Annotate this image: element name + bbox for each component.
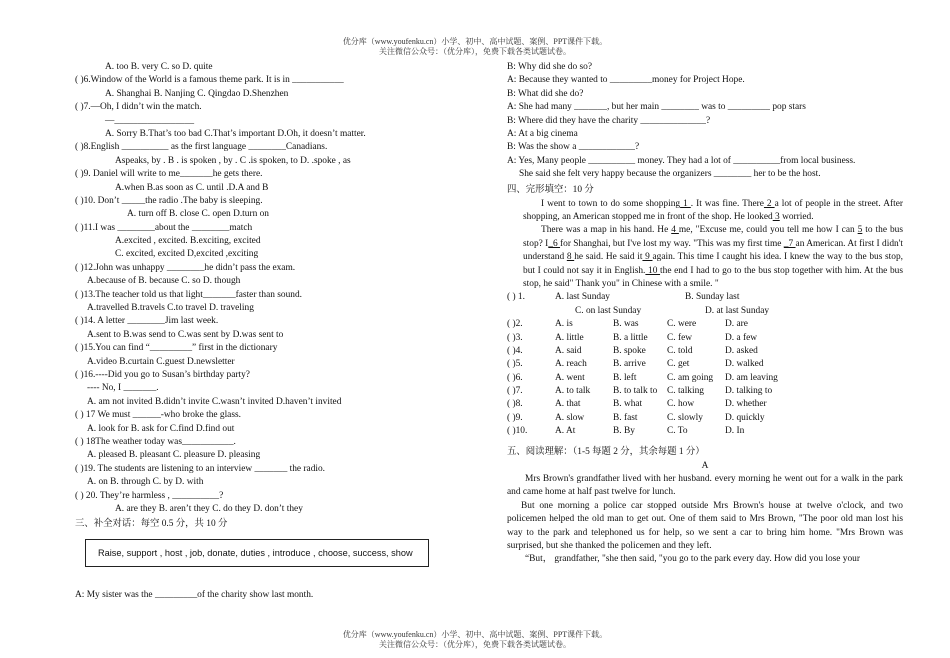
question-options: A.video B.curtain C.guest D.newsletter [87, 356, 235, 367]
page-footer [0, 630, 950, 650]
choice-option: A. reach [555, 359, 587, 370]
choice-option: D. talking to [725, 386, 773, 397]
question-options: A. are they B. aren’t they C. do they D. don’t they [115, 503, 303, 514]
question-stem: ( )19. The students are listening to an interview _______ the radio. [75, 463, 326, 474]
dialog-line: A: Because they wanted to _________money for Project Hope. [507, 75, 745, 86]
question-stem: ( )15.You can find “_________” first in the dictionary [75, 343, 278, 354]
choice-number: ( )4. [507, 345, 523, 356]
question-options: A.because of B. because C. so D. though [87, 276, 241, 287]
choice-number: ( )3. [507, 332, 523, 343]
blank-6: _6 [548, 238, 561, 249]
dialog-line-last: She said she felt very happy because the organizers ________ her to be the host. [519, 169, 821, 180]
blank-8: 8 [566, 252, 575, 263]
choice-option: A. is [555, 319, 573, 330]
choice-option: B. what [613, 399, 643, 410]
choice-row [507, 398, 903, 411]
question-stem: ( )9. Daniel will write to me_______he gets there. [75, 169, 263, 180]
question-options: A. too B. very C. so D. quite [105, 62, 213, 72]
dialog-line: B: What did she do? [507, 88, 584, 99]
choice-option: A. went [555, 372, 585, 383]
question-stem: ( )8.English __________ as the first language ________Canadians. [75, 142, 328, 153]
choice-row [507, 345, 903, 358]
section-4-title: 四、完形填空：10 分 [507, 184, 594, 195]
header-line-1: 优分库（www.youfenku.cn）小学、初中、高中试题、案例、PPT课件下载。 [342, 37, 608, 46]
choice-row [507, 425, 903, 438]
choice-option: C. on last Sunday [575, 305, 642, 316]
choice-option: B. to talk to [613, 386, 658, 397]
question-stem: ( )14. A letter ________Jim last week. [75, 316, 219, 327]
question-options: A. on B. through C. by D. with [87, 477, 204, 488]
choice-option: B. fast [613, 412, 638, 423]
question-options: A. turn off B. close C. open D.turn on [127, 209, 269, 220]
cloze-paragraph-2: There was a map in his hand. He 4 me, "Excuse me, could you tell me how I can 5 to the bus stop? I_6 for Shanghai, but I've lost my way. "This was my first time _7 an American. At first I didn't understand 8 he said. He said it 9 again. This time I caught his idea. I knew the way to the bus stop, but I could not say it in English. 10 the end I had to go to the bus stop together with him. At the bus stop, he said" Thank you" in Chinese with a smile. " [523, 225, 904, 289]
choice-option: B. left [613, 372, 637, 383]
question-options: A. look for B. ask for C.find D.find out [87, 423, 235, 434]
blank-7: _7 [783, 238, 796, 249]
dialog-line: A: She had many _______, but her main ________ was to _________ pop stars [507, 102, 806, 113]
question-stem: ( )11.I was ________about the ________match [75, 222, 253, 233]
question-options: C. excited, excited D,excited ,exciting [115, 249, 259, 260]
choice-option: A. slow [555, 412, 585, 423]
question-options: A.sent to B.was send to C.was sent by D.was sent to [87, 329, 284, 340]
multiple-choice-questions [75, 61, 435, 516]
choice-option: C. get [667, 359, 690, 370]
question-options: A.excited , excited. B.exciting, excited [115, 236, 261, 247]
choice-row [507, 291, 903, 304]
blank-1: 1 [680, 198, 691, 209]
reading-passage-label: A [701, 460, 709, 471]
choice-option: A. said [555, 345, 582, 356]
choice-number: ( )7. [507, 386, 523, 397]
question-options: Aspeaks, by . B . is spoken , by . C .is spoken, to D. .spoke , as [115, 155, 351, 166]
choice-option: D. whether [725, 399, 767, 410]
choice-option: B. By [613, 426, 635, 437]
question-stem: ( )7.—Oh, I didn’t win the match. [75, 102, 202, 113]
question-options: A.when B.as soon as C. until .D.A and B [115, 182, 269, 193]
blank-3: 3 [772, 211, 780, 222]
blank-2: 2 [763, 198, 775, 209]
header-line-2: 关注微信公众号：（优分库），免费下载各类试题试卷。 [379, 47, 571, 56]
question-stem: ( )6.Window of the World is a famous theme park. It is in ___________ [75, 75, 344, 86]
choice-row [507, 385, 903, 398]
choice-option: D. at last Sunday [705, 305, 770, 316]
choice-option: D. are [725, 319, 748, 330]
choice-row [507, 372, 903, 385]
choice-option: A. to talk [555, 386, 591, 397]
question-options: A. pleased B. pleasant C. pleasure D. pleasing [87, 450, 261, 461]
question-options: A. am not invited B.didn’t invite C.wasn’t invited D.haven’t invited [87, 396, 342, 407]
dialog-continued [507, 61, 903, 168]
dialog-line: A: My sister was the _________of the charity show last month. [75, 590, 314, 601]
question-stem: ( ) 18The weather today was___________. [75, 436, 236, 447]
question-options: A. Shanghai B. Nanjing C. Qingdao D.Shenzhen [105, 88, 289, 99]
page-header [0, 37, 950, 57]
choice-option: D. am leaving [725, 372, 778, 383]
choice-option: C. told [667, 345, 693, 356]
cloze-paragraph-1: I went to town to do some shopping 1 . It was fine. There 2 a lot of people in the street. After shopping, an American stopped me in front of the shop. He looked 3 worried. [523, 198, 903, 222]
choice-row [507, 332, 903, 345]
choice-option: A. last Sunday [555, 292, 610, 303]
choice-option: D. walked [725, 359, 764, 370]
dialog-line: A: At a big cinema [507, 128, 578, 139]
choice-row [507, 412, 903, 425]
choice-number: ( )10. [507, 426, 528, 437]
choice-option: A. At [555, 426, 576, 437]
question-options: —_________________ [105, 115, 195, 126]
section-3-title: 三、补全对话：每空 0.5 分，共 10 分 [75, 519, 228, 530]
choice-option: A. that [555, 399, 581, 410]
choice-number: ( )2. [507, 319, 523, 330]
dialog-line: A: Yes, Many people __________ money. They had a lot of __________from local business. [507, 155, 856, 166]
right-column [507, 61, 903, 567]
choice-option: B. Sunday last [685, 292, 740, 303]
question-stem: ( )16.----Did you go to Susan’s birthday party? [75, 369, 250, 380]
blank-4: 4 [671, 225, 679, 236]
choice-number: ( )5. [507, 359, 523, 370]
choice-number: ( )6. [507, 372, 523, 383]
question-stem: ( )13.The teacher told us that light_______faster than sound. [75, 289, 303, 300]
choice-option: C. talking [667, 386, 704, 397]
choice-option: C. To [667, 426, 688, 437]
choice-number: ( )9. [507, 412, 523, 423]
cloze-choices [507, 291, 903, 438]
choice-row [507, 305, 903, 318]
choice-option: C. slowly [667, 412, 703, 423]
choice-option: B. a little [613, 332, 648, 343]
choice-option: C. how [667, 399, 695, 410]
choice-number: ( ) 1. [507, 292, 525, 303]
question-options: ---- No, I _______. [87, 383, 159, 394]
question-stem: ( ) 17 We must ______-who broke the glass. [75, 410, 241, 421]
question-options: A.travelled B.travels C.to travel D. traveling [87, 303, 254, 314]
dialog-line: B: Was the show a ____________? [507, 142, 640, 153]
blank-10: 10 [645, 265, 661, 276]
question-stem: ( )10. Don’t _____the radio .The baby is sleeping. [75, 195, 263, 206]
question-options: A. Sorry B.That’s too bad C.That’s important D.Oh, it doesn’t matter. [105, 128, 366, 139]
choice-option: C. am going [667, 372, 714, 383]
choice-option: B. spoke [613, 345, 646, 356]
choice-option: C. were [667, 319, 697, 330]
blank-9: 9 [642, 252, 653, 263]
choice-option: B. arrive [613, 359, 646, 370]
section-5-title: 五、阅读理解：（1-5 每题 2 分，其余每题 1 分） [507, 446, 705, 457]
left-column [75, 61, 435, 603]
choice-option: B. was [613, 319, 639, 330]
choice-row [507, 358, 903, 371]
choice-option: D. In [725, 426, 745, 437]
choice-option: D. a few [725, 332, 758, 343]
dialog-line: B: Where did they have the charity ______________? [507, 115, 711, 126]
reading-paragraph-2: But one morning a police car stopped outside Mrs Brown's house at twelve o'clock, and two policemen helped the old man to get out. One of them said to Mrs Brown, "The poor old man lost his way to the park and telephoned us for help, so we sent a car to bring him home. "Mrs Brown was surprised, but she thanked the policemen and they left. [507, 500, 903, 552]
choice-option: A. little [555, 332, 584, 343]
reading-paragraph-3: “But， grandfather, "she then said, "you go to the park every day. How did you lose your [525, 554, 860, 565]
choice-option: C. few [667, 332, 692, 343]
footer-line-2: 关注微信公众号：（优分库），免费下载各类试题试卷。 [379, 640, 571, 649]
question-stem: ( )12.John was unhappy ________he didn’t pass the exam. [75, 262, 296, 273]
choice-row [507, 318, 903, 331]
blank-5: 5 [857, 225, 863, 236]
choice-option: D. asked [725, 345, 758, 356]
reading-paragraph-1: Mrs Brown's grandfather lived with her husband. every morning he went out for a walk in the park and came home at half past twelve for lunch. [507, 474, 903, 498]
question-stem: ( ) 20. They’re harmless , __________? [75, 490, 224, 501]
footer-line-1: 优分库（www.youfenku.cn）小学、初中、高中试题、案例、PPT课件下载。 [342, 630, 608, 639]
dialog-line: B: Why did she do so? [507, 62, 592, 72]
word-bank-box: Raise, support , host , job, donate, duties , introduce , choose, success, show [85, 539, 429, 567]
choice-option: D. quickly [725, 412, 765, 423]
choice-number: ( )8. [507, 399, 523, 410]
